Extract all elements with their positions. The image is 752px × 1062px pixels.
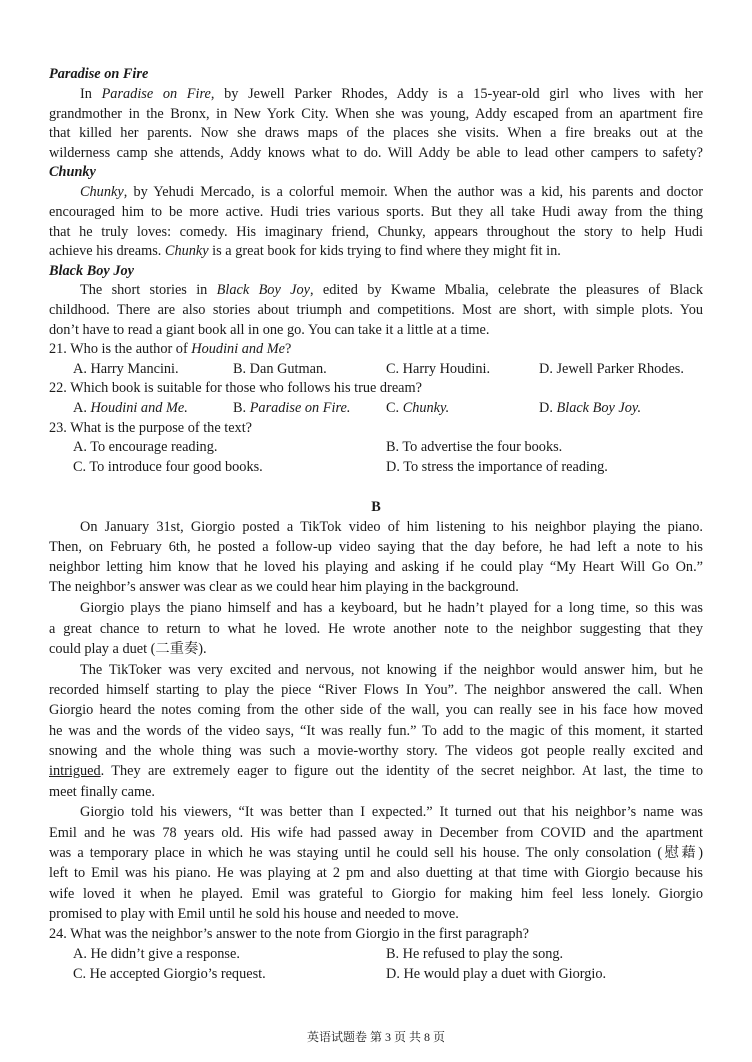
option-letter: B. [233,400,250,416]
paragraph-line: meet finally came. [49,784,155,800]
text-span: achieve his dreams. [49,243,165,259]
paragraph-line: promised to play with Emil until he sold his house and needed to move. [49,906,459,922]
question-24-stem: 24. What was the neighbor’s answer to the note from Giorgio in the first paragraph? [49,926,530,942]
paragraph-line: that killed her parents. Now she draws maps of the places she visits. When a fire breaks out at the [49,125,703,141]
paragraph-line: a great chance to return to what he loved. He wrote another note to the neighbor suggesting that they [49,621,703,637]
paragraph-line: wilderness camp she attends, Addy knows what to do. Will Addy be able to lead other campers to safety? [49,145,703,161]
text-span: ? [285,341,292,357]
paragraph-line: recorded himself starting to play the piece “River Flows In You”. The neighbor answered the call. When [49,682,703,698]
paragraph-line: left to Emil was his piano. He was playing at 2 pm and also duetting at that time with Giorgio because his [49,865,703,881]
paragraph-line: Emil and he was 78 years old. His wife had passed away in December from COVID and the apartment [49,825,703,841]
book-title-italic: Black Boy Joy [216,282,310,298]
book-heading-paradise-on-fire: Paradise on Fire [49,66,149,82]
q23-option-a[interactable]: A. To encourage reading. [73,439,218,455]
paragraph-line: grandmother in the Bronx, in New York City. When she was young, Addy escaped from an apartment fire [49,106,703,122]
book-heading-chunky: Chunky [49,164,96,180]
text-span: . They are extremely eager to figure out the identity of the secret neighbor. At last, the time to [100,763,703,779]
paragraph-line: that he truly loves: comedy. His imaginary friend, Chunky, appears throughout the story to help Hudi [49,224,703,240]
paragraph-line: encouraged him to be more active. Hudi tries various sports. But they all take Hudi away from the thing [49,204,703,220]
q24-option-c[interactable]: C. He accepted Giorgio’s request. [73,966,266,982]
q22-option-d[interactable] [539,398,641,418]
page-footer: 英语试题卷 第 3 页 共 8 页 [306,1030,445,1044]
section-label-b: B [371,499,381,515]
text-span: 21. Who is the author of [49,341,192,357]
q23-option-d[interactable]: D. To stress the importance of reading. [386,459,608,475]
paragraph-line [80,182,703,202]
q24-option-d[interactable]: D. He would play a duet with Giorgio. [386,966,607,982]
paragraph-line: childhood. There are also stories about triumph and competitions. Most are short, with simple plots. You [49,302,703,318]
text-span: , edited by Kwame Mbalia, celebrate the pleasures of Black [309,282,703,298]
question-23-stem: 23. What is the purpose of the text? [49,420,253,436]
underlined-word: intrigued [49,763,101,779]
paragraph-line: Then, on February 6th, he posted a follow-up video saying that the day before, he had left a note to his [49,539,703,555]
q21-option-a[interactable]: A. Harry Mancini. [73,361,179,377]
option-text: Chunky. [402,400,450,416]
q21-option-c[interactable]: C. Harry Houdini. [386,361,491,377]
book-title-italic: Chunky [80,184,124,200]
paragraph-line: The TikToker was very excited and nervous, not knowing if the neighbor would answer him, but he [80,662,703,678]
option-text: Paradise on Fire. [249,400,351,416]
text-span: , by Yehudi Mercado, is a colorful memoir. When the author was a kid, his parents and doctor [123,184,703,200]
text-span: is a great book for kids trying to find where they might fit in. [208,243,561,259]
text-span: In [80,86,102,102]
paragraph-line: Giorgio plays the piano himself and has a keyboard, but he hadn’t played for a long time, so this was [80,600,703,616]
option-letter: D. [539,400,557,416]
question-22-stem: 22. Which book is suitable for those who follows his true dream? [49,380,422,396]
paragraph-line: was a temporary place in which he was staying until he could sell his house. The only consolation (慰藉) [49,845,703,861]
paragraph-line: neighbor letting him know that he loved his playing and asking if he could play “My Heart Will Go On.” [49,559,703,575]
book-heading-black-boy-joy: Black Boy Joy [49,263,134,279]
option-text: Black Boy Joy. [556,400,642,416]
q22-option-a[interactable] [73,398,188,418]
book-title-italic: Houdini and Me [191,341,286,357]
q21-option-b[interactable]: B. Dan Gutman. [233,361,327,377]
paragraph-line: wife loved it when he played. Emil was grateful to Giorgio for making him feel less lonely. Giorgio [49,886,703,902]
book-title-italic: Paradise on Fire [101,86,211,102]
paragraph-line: The neighbor’s answer was clear as we could hear him playing in the background. [49,579,519,595]
text-span: The short stories in [80,282,217,298]
q23-option-b[interactable]: B. To advertise the four books. [386,439,563,455]
paragraph-line [80,84,703,104]
q21-option-d[interactable]: D. Jewell Parker Rhodes. [539,361,684,377]
q22-option-c[interactable] [386,398,449,418]
question-21-stem [49,339,703,359]
paragraph-line [49,241,703,261]
option-text: Houdini and Me. [90,400,188,416]
q24-option-b[interactable]: B. He refused to play the song. [386,946,564,962]
book-title-italic: Chunky [164,243,209,259]
text-span: , by Jewell Parker Rhodes, Addy is a 15-year-old girl who lives with her [210,86,704,102]
paragraph-line: he was and the words of the video says, “It was really fun.” To add to the magic of this moment, it started [49,723,703,739]
paragraph-line: On January 31st, Giorgio posted a TikTok video of him listening to his neighbor playing the piano. [80,519,703,535]
paragraph-line: Giorgio told his viewers, “It was better than I expected.” It turned out that his neighbor’s name was [80,804,703,820]
paragraph-line: could play a duet (二重奏). [49,641,207,657]
q22-option-b[interactable] [233,398,350,418]
paragraph-line: don’t have to read a giant book all in one go. You can take it a little at a time. [49,322,490,338]
paragraph-line: snowing and the whole thing was such a movie-worthy story. The videos got people really excited and [49,743,703,759]
option-letter: C. [386,400,403,416]
option-letter: A. [73,400,91,416]
paragraph-line [80,280,703,300]
q23-option-c[interactable]: C. To introduce four good books. [73,459,263,475]
q24-option-a[interactable]: A. He didn’t give a response. [73,946,240,962]
paragraph-line: Giorgio heard the notes coming from the other side of the wall, you can really see in his face how moved [49,702,703,718]
paragraph-line [49,761,703,781]
